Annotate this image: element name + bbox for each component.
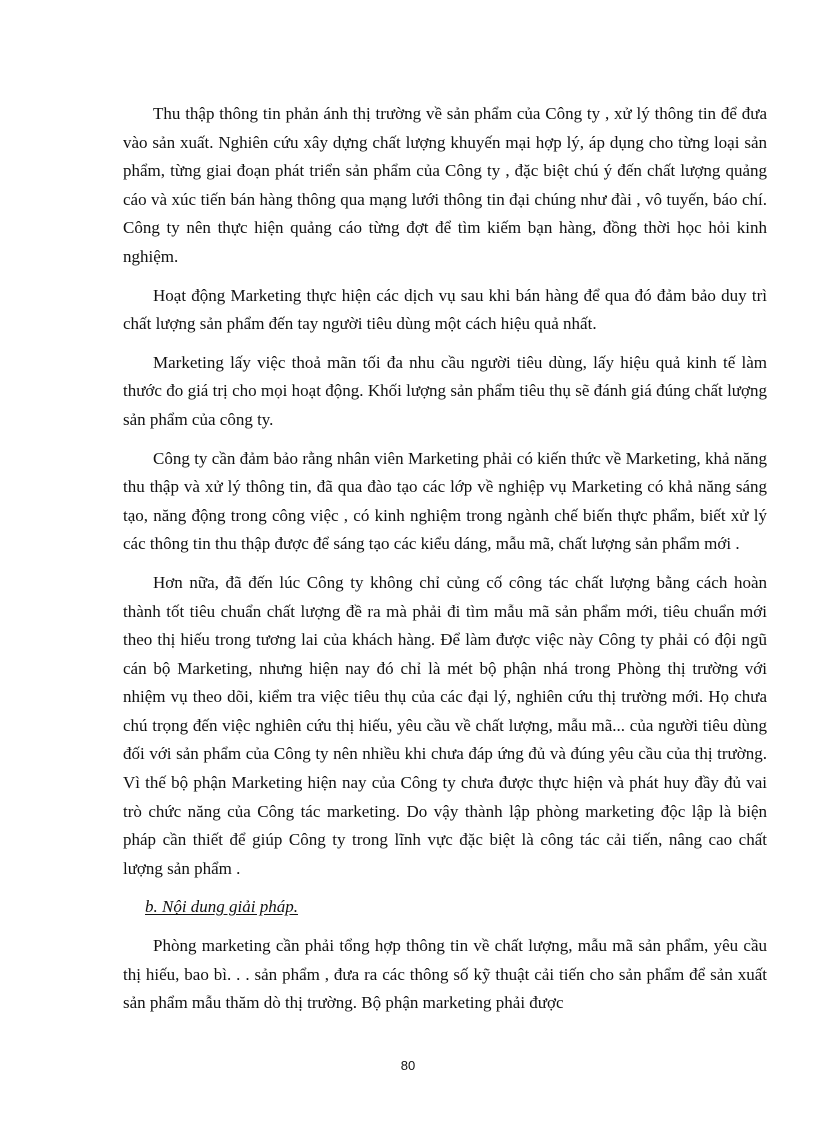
paragraph-5: Hơn nữa, đã đến lúc Công ty không chỉ củng cố công tác chất lượng bằng cách hoàn thành tốt tiêu chuẩn chất lượng đề ra mà phải đi tìm mẫu mã sản phẩm mới, tiêu chuẩn mới theo thị hiếu trong tương lai của khách hàng. Để làm được việc này Công ty phải có đội ngũ cán bộ Marketing, nhưng hiện nay đó chỉ là mét bộ phận nhá trong Phòng thị trường với nhiệm vụ theo dõi, kiểm tra việc tiêu thụ của các đại lý, nghiên cứu thị trường mới. Họ chưa chú trọng đến việc nghiên cứu thị hiếu, yêu cầu về chất lượng, mẫu mã... của người tiêu dùng đối với sản phẩm của Công ty nên nhiều khi chưa đáp ứng đủ và đúng yêu cầu của thị trường. Vì thế bộ phận Marketing hiện nay của Công ty chưa được thực hiện và phát huy đầy đủ vai trò chức năng của Công tác marketing. Do vậy thành lập phòng marketing độc lập là biện pháp cần thiết để giúp Công ty trong lĩnh vực đặc biệt là công tác cải tiến, nâng cao chất lượng sản phẩm . bbox=[123, 572, 767, 878]
page-number: 80 bbox=[400, 1058, 416, 1073]
paragraph-3: Marketing lấy việc thoả mãn tối đa nhu cầu người tiêu dùng, lấy hiệu quả kinh tế làm thước đo giá trị cho mọi hoạt động. Khối lượng sản phẩm tiêu thụ sẽ đánh giá đúng chất lượng sản phẩm của công ty. bbox=[123, 352, 767, 429]
paragraph-4: Công ty cần đảm bảo rằng nhân viên Marketing phải có kiến thức về Marketing, khả năng thu thập và xử lý thông tin, đã qua đào tạo các lớp về nghiệp vụ Marketing có khả năng sáng tạo, năng động trong công việc , có kinh nghiệm trong ngành chế biến thực phẩm, biết xử lý các thông tin thu thập được để sáng tạo các kiểu dáng, mẫu mã, chất lượng sản phẩm mới . bbox=[123, 448, 767, 554]
paragraph-2: Hoạt động Marketing thực hiện các dịch vụ sau khi bán hàng để qua đó đảm bảo duy trì chất lượng sản phẩm đến tay người tiêu dùng một cách hiệu quả nhất. bbox=[123, 285, 767, 334]
paragraph-1: Thu thập thông tin phản ánh thị trường về sản phẩm của Công ty , xử lý thông tin để đưa vào sản xuất. Nghiên cứu xây dựng chất lượng khuyến mại hợp lý, áp dụng cho từng loại sản phẩm, từng giai đoạn phát triển sản phẩm của Công ty , đặc biệt chú ý đến chất lượng quảng cáo và xúc tiến bán hàng thông qua mạng lưới thông tin đại chúng như đài , vô tuyến, báo chí. Công ty nên thực hiện quảng cáo từng đợt để tìm kiếm bạn hàng, đồng thời học hỏi kinh nghiệm. bbox=[123, 104, 767, 266]
page-body bbox=[123, 100, 767, 1028]
section-heading: b. Nội dung giải pháp. bbox=[145, 897, 299, 917]
paragraph-6: Phòng marketing cần phải tổng hợp thông tin về chất lượng, mẫu mã sản phẩm, yêu cầu thị hiếu, bao bì. . . sản phẩm , đưa ra các thông số kỹ thuật cải tiến cho sản phẩm để sản xuất sản phẩm mẫu thăm dò thị trường. Bộ phận marketing phải được bbox=[123, 936, 767, 1013]
